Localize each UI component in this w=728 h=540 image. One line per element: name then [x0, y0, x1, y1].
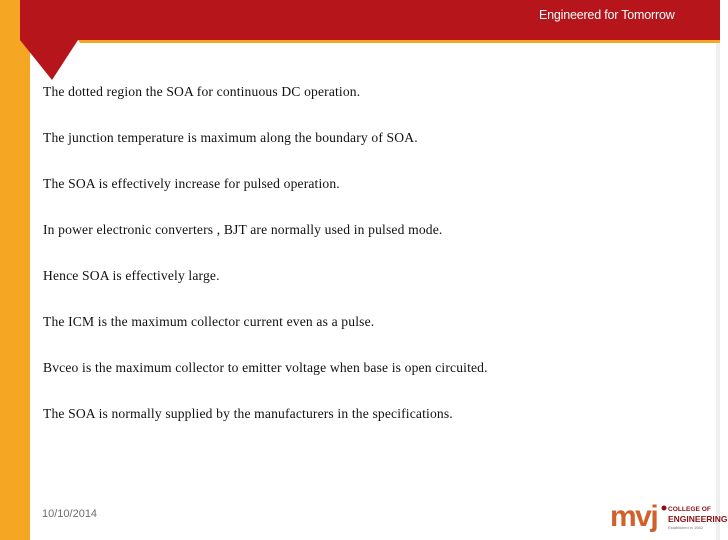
bullet-item: The ICM is the maximum collector current even as a pulse.	[43, 314, 375, 329]
logo-swoosh-icon	[660, 504, 668, 512]
right-edge-shade	[716, 43, 720, 540]
footer-date: 10/10/2014	[42, 508, 98, 520]
orange-stripe-shape	[78, 40, 720, 43]
college-logo	[610, 500, 728, 540]
bullet-item: The SOA is normally supplied by the manufacturers in the specifications.	[43, 406, 453, 421]
bullet-item: The dotted region the SOA for continuous DC operation.	[43, 84, 361, 99]
orange-frame-shape	[0, 0, 40, 540]
logo-engineering-text: ENGINEERING	[668, 514, 728, 524]
bullet-item: The junction temperature is maximum along the boundary of SOA.	[43, 130, 418, 145]
bullet-item: The SOA is effectively increase for pulsed operation.	[43, 176, 340, 191]
bullet-item: In power electronic converters , BJT are normally used in pulsed mode.	[43, 222, 443, 237]
logo-college-text: COLLEGE OF	[668, 506, 711, 513]
bullet-list	[43, 84, 683, 452]
bullet-item: Bvceo is the maximum collector to emitter voltage when base is open circuited.	[43, 360, 488, 375]
logo-wordmark: mvj	[610, 500, 658, 533]
header-tagline: Engineered for Tomorrow	[539, 8, 675, 22]
logo-established-text: Established in 1982	[668, 525, 703, 530]
bullet-item: Hence SOA is effectively large.	[43, 268, 220, 283]
